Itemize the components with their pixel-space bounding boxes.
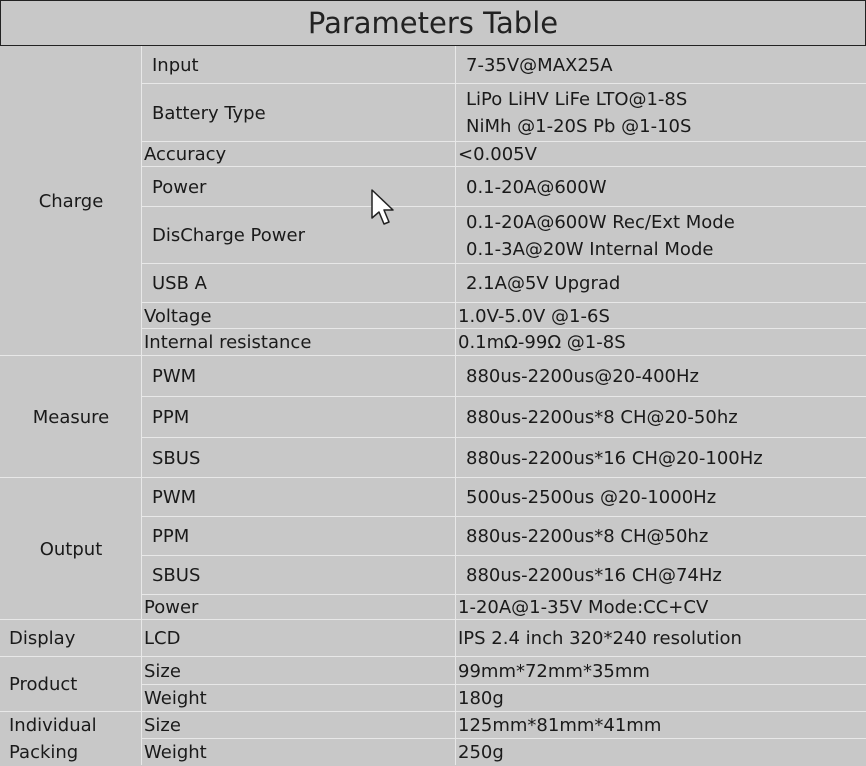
- group-cell: [0, 657, 142, 712]
- param-value-cell: [456, 517, 866, 556]
- param-value-line: 500us-2500us @20-1000Hz: [466, 487, 717, 508]
- param-label: Voltage: [144, 305, 212, 327]
- param-value-cell: [456, 657, 866, 685]
- row-divider: [142, 328, 866, 329]
- param-label: SBUS: [152, 565, 201, 586]
- param-label: SBUS: [152, 447, 201, 469]
- row-divider: [0, 477, 866, 478]
- group-label-line: Display: [9, 628, 76, 649]
- param-label: Power: [152, 176, 207, 198]
- param-label-cell: [142, 620, 456, 657]
- param-label-cell: [142, 397, 456, 438]
- param-value-text: [458, 329, 626, 356]
- param-label-cell: [142, 685, 456, 712]
- group-label-line: Individual: [9, 714, 97, 736]
- param-label: Battery Type: [152, 102, 266, 124]
- row-divider: [142, 437, 866, 438]
- param-label: PWM: [152, 487, 197, 508]
- param-label: PPM: [152, 526, 190, 547]
- row-divider: [142, 83, 866, 84]
- group-label-line: Product: [9, 674, 78, 695]
- group-label-line: Output: [39, 538, 103, 560]
- group-label-text: [9, 712, 97, 766]
- row-divider: [142, 396, 866, 397]
- group-cell: [0, 620, 142, 657]
- param-value-line: 0.1mΩ-99Ω @1-8S: [458, 332, 626, 353]
- param-label-cell: [142, 438, 456, 478]
- param-label-cell: [142, 142, 456, 167]
- param-value-text: [466, 484, 716, 511]
- param-label: Size: [144, 660, 181, 682]
- param-value-text: [466, 562, 722, 589]
- param-value-line: 0.1-3A@20W Internal Mode: [466, 238, 714, 260]
- param-value-line: 180g: [458, 688, 504, 709]
- column-divider: [141, 46, 142, 765]
- group-cell: [0, 46, 142, 356]
- param-value-text: [458, 685, 504, 712]
- param-value-cell: [456, 595, 866, 620]
- param-value-line: 880us-2200us@20-400Hz: [466, 366, 699, 387]
- group-label-line: Charge: [38, 190, 104, 212]
- param-value-text: [466, 363, 699, 390]
- param-value-cell: [456, 167, 866, 207]
- param-value-text: [458, 594, 708, 621]
- param-label: LCD: [144, 628, 181, 649]
- param-label-cell: [142, 329, 456, 356]
- param-label: Power: [144, 597, 199, 618]
- param-value-cell: [456, 739, 866, 765]
- param-label: PWM: [152, 366, 197, 387]
- param-value-line: NiMh @1-20S Pb @1-10S: [466, 116, 692, 137]
- param-label-cell: [142, 303, 456, 329]
- param-value-line: 880us-2200us*8 CH@50hz: [466, 526, 709, 547]
- param-value-cell: [456, 356, 866, 397]
- group-cell: [0, 712, 142, 765]
- param-value-text: [466, 523, 708, 550]
- param-label-cell: [142, 264, 456, 303]
- param-value-line: <0.005V: [458, 144, 537, 165]
- param-value-cell: [456, 685, 866, 712]
- param-label-cell: [142, 556, 456, 595]
- param-value-line: 0.1-20A@600W Rec/Ext Mode: [466, 211, 735, 233]
- param-value-line: LiPo LiHV LiFe LTO@1-8S: [466, 89, 688, 110]
- param-value-line: 2.1A@5V Upgrad: [466, 273, 621, 294]
- row-divider: [142, 206, 866, 207]
- param-label: DisCharge Power: [152, 225, 305, 246]
- param-label-cell: [142, 356, 456, 397]
- param-value-text: [458, 625, 742, 652]
- param-value-text: [466, 209, 735, 263]
- param-value-text: [458, 141, 537, 168]
- row-divider: [142, 263, 866, 264]
- group-label-text: [9, 671, 77, 698]
- table-title: Parameters Table: [0, 0, 866, 46]
- param-label-cell: [142, 595, 456, 620]
- param-value-cell: [456, 438, 866, 478]
- param-value-text: [458, 712, 661, 739]
- group-label-text: [39, 188, 104, 215]
- param-value-cell: [456, 397, 866, 438]
- group-label-line: Packing: [9, 741, 79, 763]
- param-label: PPM: [152, 407, 190, 428]
- param-value-text: [458, 739, 504, 766]
- row-divider: [0, 711, 866, 712]
- row-divider: [142, 738, 866, 739]
- param-value-cell: [456, 142, 866, 167]
- param-label-cell: [142, 46, 456, 84]
- param-label-cell: [142, 207, 456, 264]
- param-value-line: 880us-2200us*16 CH@20-100Hz: [466, 447, 763, 469]
- param-label-cell: [142, 84, 456, 142]
- mouse-pointer-icon: [370, 188, 396, 228]
- group-cell: [0, 478, 142, 620]
- param-label-cell: [142, 657, 456, 685]
- param-value-cell: [456, 712, 866, 739]
- row-divider: [142, 302, 866, 303]
- param-value-cell: [456, 84, 866, 142]
- param-value-line: 250g: [458, 741, 504, 763]
- param-label: Weight: [144, 688, 207, 709]
- param-value-line: 1.0V-5.0V @1-6S: [458, 305, 610, 327]
- param-label-cell: [142, 478, 456, 517]
- param-value-cell: [456, 556, 866, 595]
- group-label-text: [9, 625, 75, 652]
- param-value-line: 1-20A@1-35V Mode:CC+CV: [458, 597, 709, 618]
- row-divider: [142, 555, 866, 556]
- row-divider: [0, 656, 866, 657]
- row-divider: [0, 355, 866, 356]
- param-label-cell: [142, 739, 456, 765]
- param-label-cell: [142, 167, 456, 207]
- param-label: Accuracy: [144, 144, 227, 165]
- param-label: Weight: [144, 741, 207, 763]
- param-value-line: 7-35V@MAX25A: [466, 54, 613, 76]
- param-label: Size: [144, 715, 181, 736]
- group-label-text: [40, 536, 103, 563]
- param-value-text: [466, 86, 691, 140]
- param-value-cell: [456, 46, 866, 84]
- group-label-line: Measure: [32, 406, 110, 428]
- param-label: Input: [152, 54, 199, 76]
- param-value-line: IPS 2.4 inch 320*240 resolution: [458, 628, 742, 649]
- param-value-text: [466, 52, 613, 79]
- param-value-cell: [456, 620, 866, 657]
- column-divider: [455, 46, 456, 765]
- group-label-text: [33, 404, 110, 431]
- param-value-text: [458, 658, 650, 685]
- param-value-text: [466, 445, 763, 472]
- param-value-cell: [456, 329, 866, 356]
- row-divider: [142, 166, 866, 167]
- param-value-cell: [456, 478, 866, 517]
- param-label: Internal resistance: [144, 332, 312, 353]
- row-divider: [142, 516, 866, 517]
- row-divider: [142, 141, 866, 142]
- param-value-line: 880us-2200us*16 CH@74Hz: [466, 565, 722, 586]
- param-value-line: 0.1-20A@600W: [466, 176, 607, 198]
- row-divider: [142, 594, 866, 595]
- param-value-cell: [456, 303, 866, 329]
- param-value-cell: [456, 207, 866, 264]
- param-value-text: [466, 174, 607, 201]
- param-label-cell: [142, 517, 456, 556]
- row-divider: [142, 684, 866, 685]
- param-value-cell: [456, 264, 866, 303]
- param-label: USB A: [152, 273, 207, 294]
- param-value-text: [466, 404, 738, 431]
- group-cell: [0, 356, 142, 478]
- param-value-line: 125mm*81mm*41mm: [458, 715, 662, 736]
- param-label-cell: [142, 712, 456, 739]
- param-value-text: [466, 270, 620, 297]
- param-value-line: 99mm*72mm*35mm: [458, 660, 650, 682]
- param-value-line: 880us-2200us*8 CH@20-50hz: [466, 407, 738, 428]
- row-divider: [0, 619, 866, 620]
- param-value-text: [458, 303, 610, 330]
